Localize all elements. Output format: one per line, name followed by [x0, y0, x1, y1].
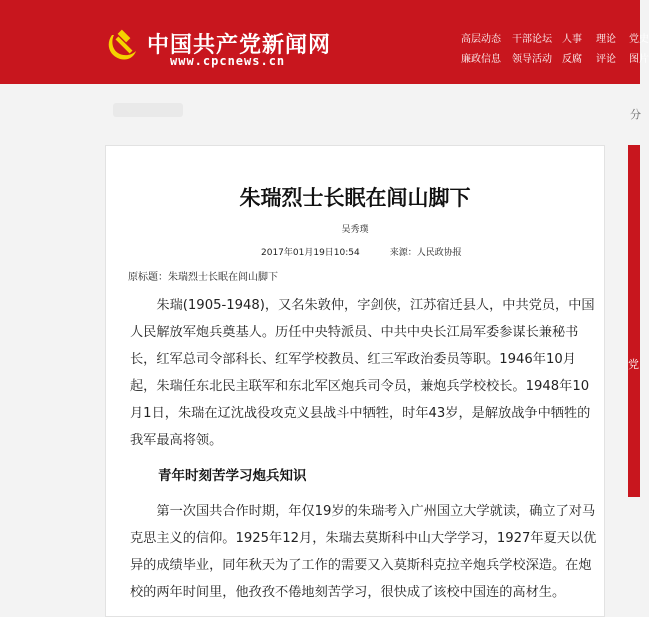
original-title: 原标题：朱瑞烈士长眠在闾山脚下	[128, 272, 278, 283]
article-date: 2017年01月19日10:54	[261, 248, 360, 258]
site-header	[0, 0, 649, 84]
nav-link[interactable]: 理论	[596, 34, 616, 45]
site-name[interactable]: 中国共产党新闻网	[147, 33, 332, 58]
sidebar-red-panel	[628, 145, 640, 497]
article-source: 来源：人民政协报	[389, 248, 462, 258]
nav-link[interactable]: 高层动态	[461, 34, 501, 45]
article-paragraph: 第一次国共合作时期，年仅19岁的朱瑞考入广州国立大学就读，确立了对马克思主义的信仰。1925年12月，朱瑞去莫斯科中山大学学习，1927年夏天以优异的成绩毕业，同年秋天为了工作的需要又入莫斯科克拉辛炮兵学校深造。在炮校的两年时间里，他孜孜不倦地刻苦学习，很快成了该校中国连的高材生。	[130, 504, 597, 600]
nav-row-1	[455, 30, 649, 50]
nav-row-2	[455, 50, 649, 70]
site-url[interactable]: www.cpcnews.cn	[170, 54, 286, 68]
nav-link[interactable]: 反腐	[562, 54, 582, 65]
sidebar-red-label[interactable]: 党	[628, 358, 639, 371]
nav-link[interactable]: 人事	[562, 34, 582, 45]
article-title: 朱瑞烈士长眠在闾山脚下	[239, 186, 471, 210]
article-paragraph: 朱瑞(1905-1948)，又名朱敦仲，字剑侠，江苏宿迁县人，中共党员，中国人民解放军炮兵奠基人。历任中央特派员、中共中央长江局军委参谋长兼秘书长，红军总司令部科长、红军学校教员、红三军政治委员等职。1946年10月起，朱瑞任东北民主联军和东北军区炮兵司令员，兼炮兵学校校长。1948年10月1日，朱瑞在辽沈战役攻克义县战斗中牺牲，时年43岁，是解放战争中牺牲的我军最高将领。	[130, 298, 595, 448]
article-card	[105, 145, 605, 617]
article-body	[130, 292, 600, 616]
hammer-sickle-icon	[104, 29, 138, 63]
article-meta	[261, 245, 462, 258]
nav-link[interactable]: 廉政信息	[461, 54, 501, 65]
nav-link[interactable]: 图片	[629, 54, 649, 65]
nav-link[interactable]: 党史	[629, 34, 649, 45]
nav-link[interactable]: 干部论坛	[512, 34, 552, 45]
sidebar-share-label[interactable]: 分	[630, 108, 641, 121]
top-nav	[455, 30, 649, 70]
nav-link[interactable]: 评论	[596, 54, 616, 65]
breadcrumb	[113, 103, 183, 117]
article-author: 吴秀璞	[341, 225, 369, 235]
article-subheading: 青年时刻苦学习炮兵知识	[158, 468, 307, 484]
nav-link[interactable]: 领导活动	[512, 54, 552, 65]
